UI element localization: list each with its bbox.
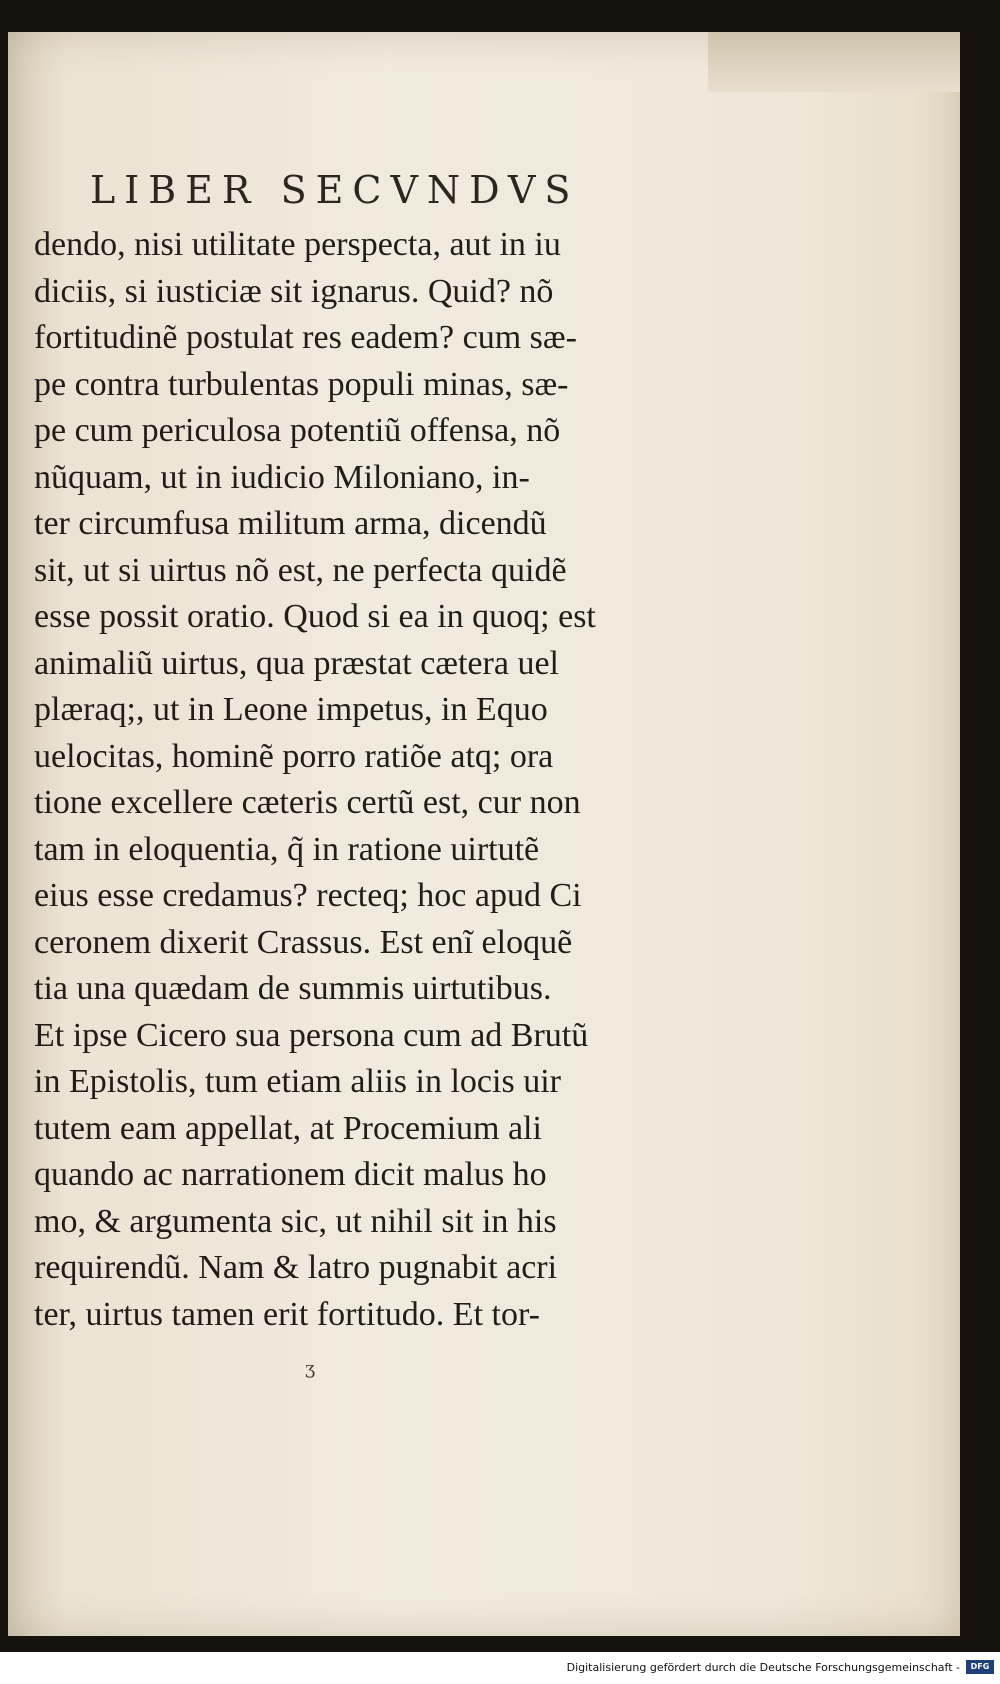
text-line: tam in eloquentia, q̃ in ratione uirtutẽ [34,830,540,868]
text-line: pe cum periculosa potentiũ offensa, nõ [34,412,561,449]
text-line: ter circumfusa militum arma, dicendũ [34,505,547,542]
text-line: diciis, si iusticiæ sit ignarus. Quid? nõ [34,272,554,310]
page-fold [708,32,960,92]
text-line: fortitudinẽ postulat res eadem? cum sæ- [34,319,577,356]
footer-credit: Digitalisierung gefördert durch die Deutsche Forschungsgemeinschaft - [566,1661,960,1674]
text-line: ceronem dixerit Crassus. Est enĩ eloquẽ [34,923,573,961]
body-text [34,222,694,1338]
text-line: plæraq;, ut in Leone impetus, in Equo [34,691,548,728]
text-line: dendo, nisi utilitate perspecta, aut in iu [34,226,561,263]
dfg-logo-icon: DFG [966,1660,994,1674]
text-line: tia una quædam de summis uirtutibus. [34,970,552,1007]
text-line: uelocitas, hominẽ porro ratiõe atq; ora [34,737,554,775]
text-line: quando ac narrationem dicit malus ho [34,1156,547,1193]
text-line: Et ipse Cicero sua persona cum ad Brutũ [34,1016,589,1054]
text-line: pe contra turbulentas populi minas, sæ- [34,365,569,403]
text-line: sit, ut si uirtus nõ est, ne perfecta quidẽ [34,551,567,589]
text-line: requirendũ. Nam & latro pugnabit acri [34,1249,558,1286]
footer-bar [0,1652,1000,1684]
text-line: tione excellere cæteris certũ est, cur non [34,784,581,821]
text-line: in Epistolis, tum etiam aliis in locis uir [34,1063,561,1100]
text-line: animaliũ uirtus, qua præstat cætera uel [34,644,559,682]
signature-mark: ʒ [305,1358,316,1379]
text-line: ter, uirtus tamen erit fortitudo. Et tor- [34,1295,540,1333]
text-line: nũquam, ut in iudicio Miloniano, in- [34,458,530,496]
text-line: eius esse credamus? recteq; hoc apud Ci [34,877,582,914]
text-line: esse possit oratio. Quod si ea in quoq; est [34,598,596,635]
running-head: LIBER SECVNDVS [90,168,580,212]
text-line: tutem eam appellat, at Procemium ali [34,1109,542,1147]
text-line: mo, & argumenta sic, ut nihil sit in his [34,1202,557,1240]
